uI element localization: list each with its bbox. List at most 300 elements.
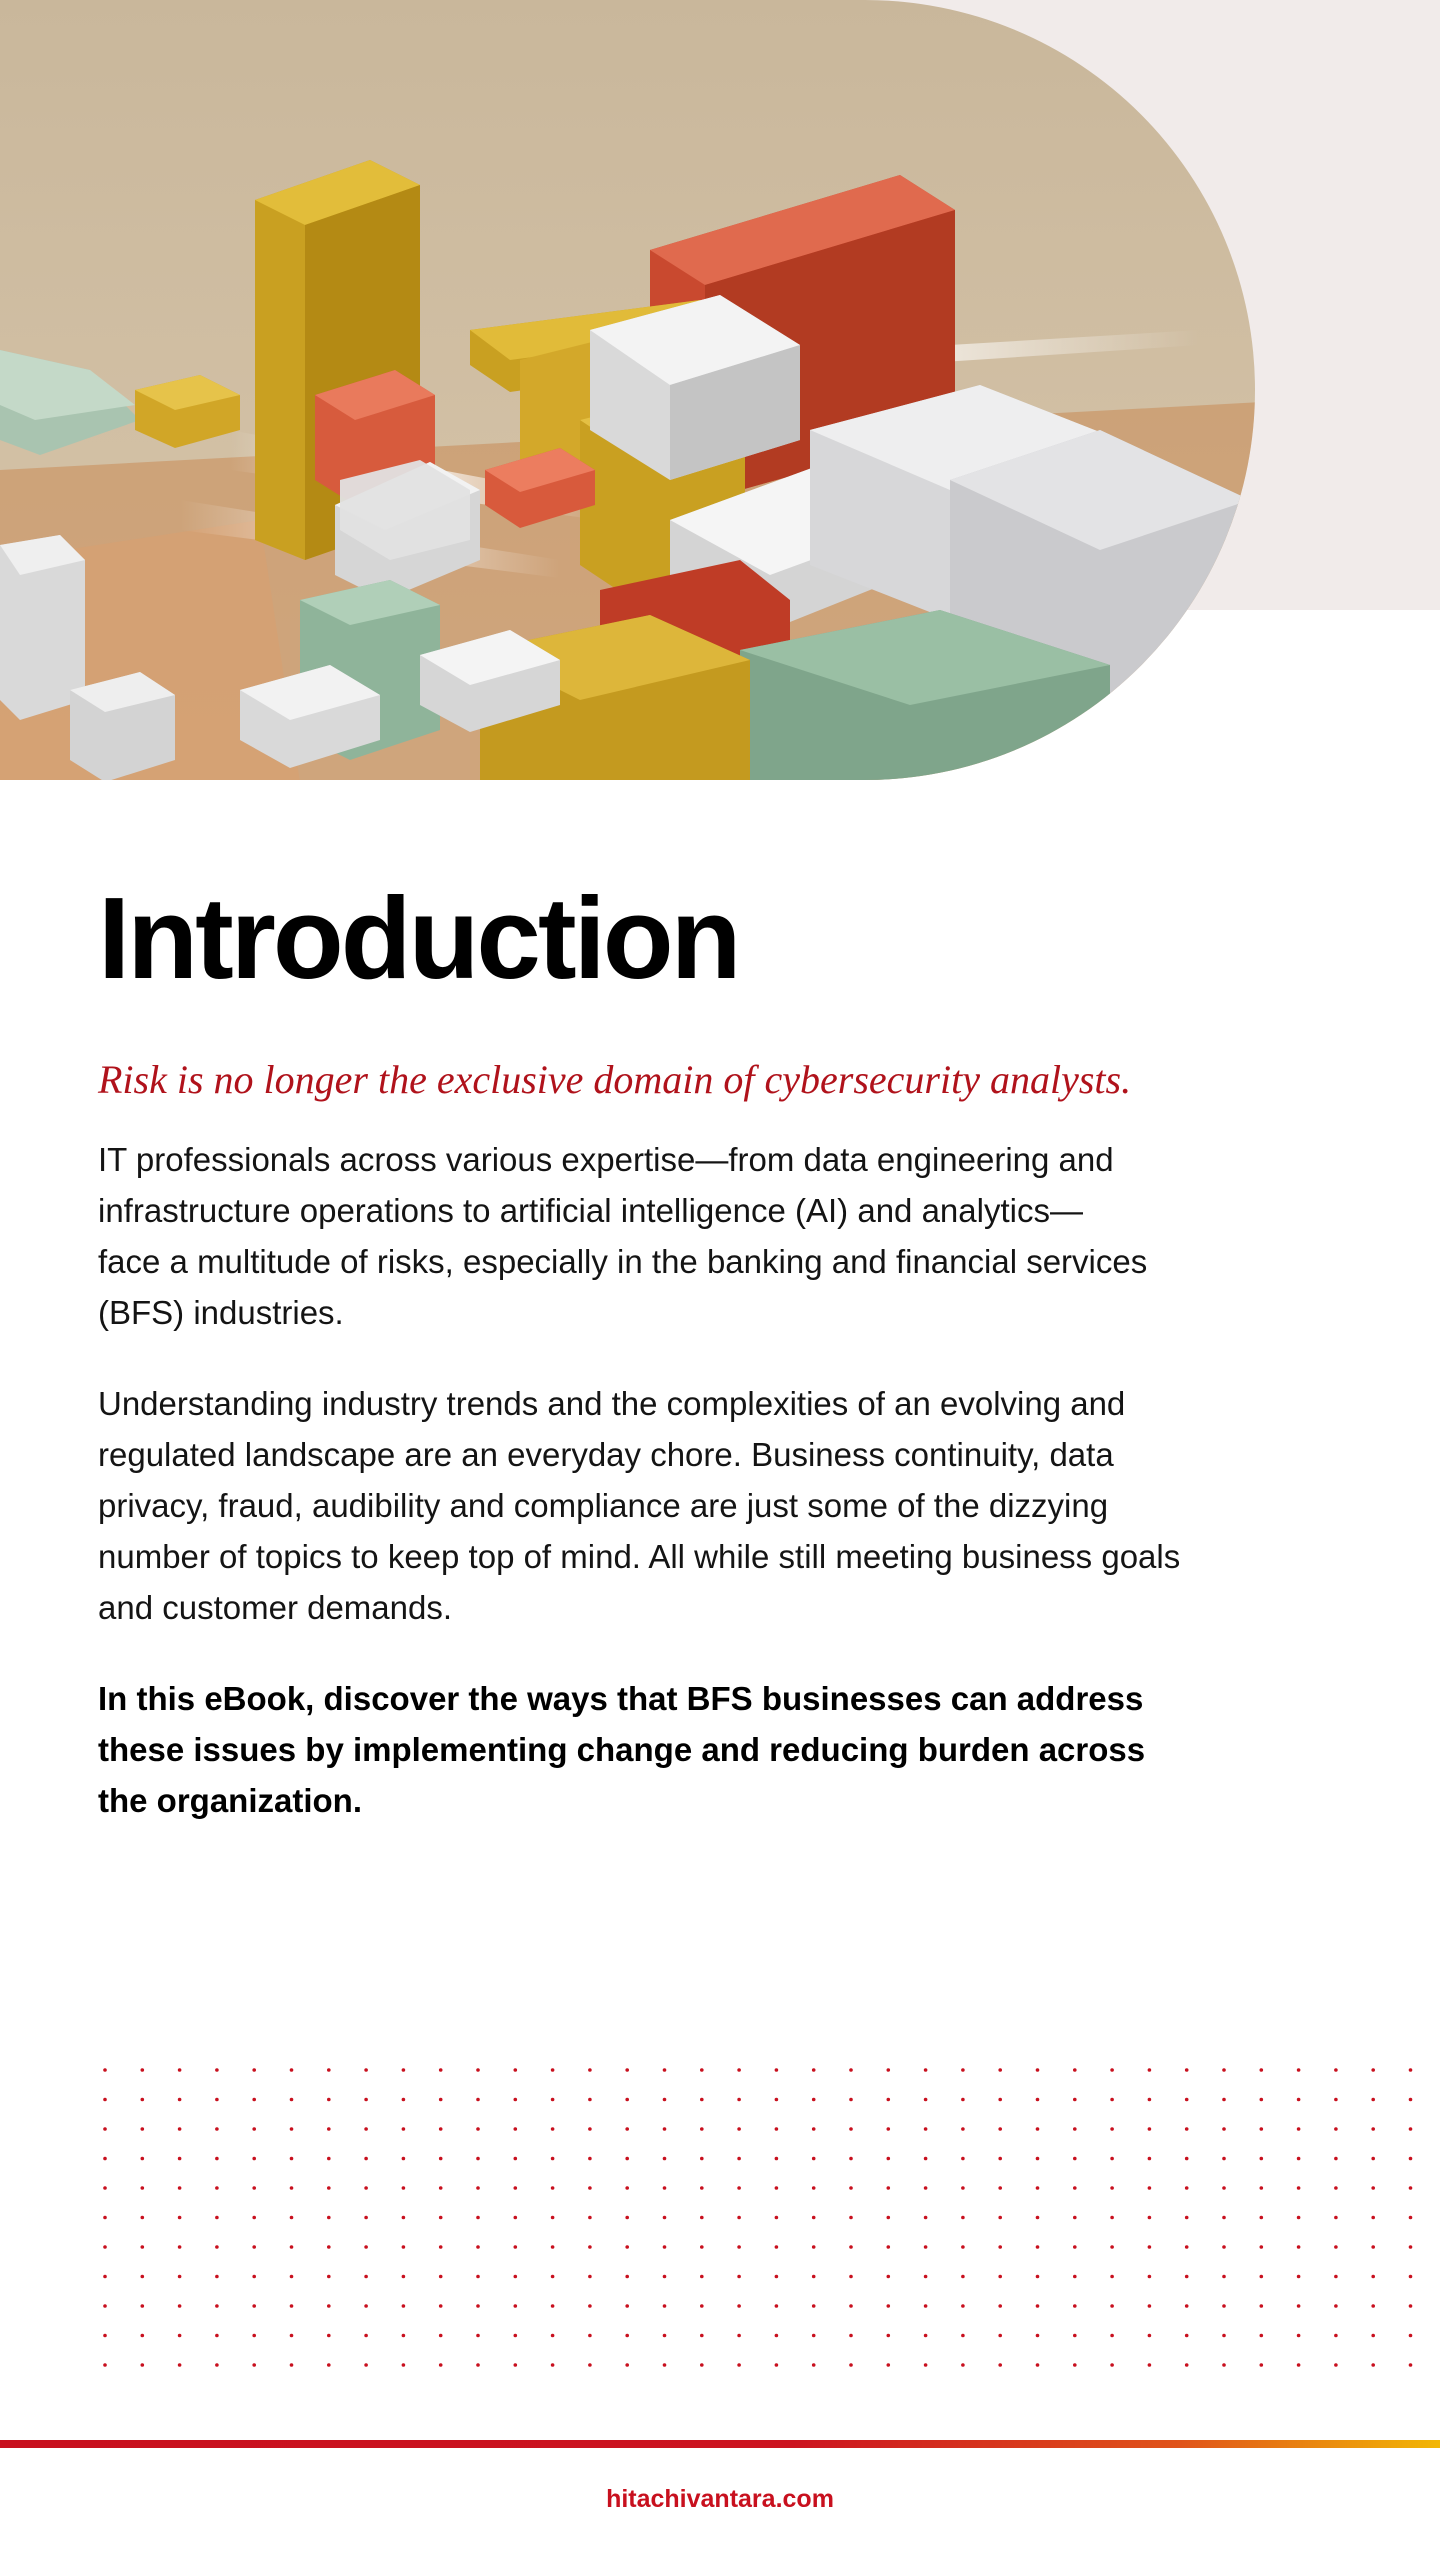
grid-dot (1110, 2363, 1114, 2367)
grid-dot (290, 2245, 294, 2249)
grid-dot (775, 2157, 779, 2161)
grid-dot (364, 2334, 368, 2338)
grid-dot (924, 2363, 928, 2367)
grid-dot (327, 2157, 331, 2161)
grid-dot (849, 2216, 853, 2220)
grid-dot (1334, 2304, 1338, 2308)
grid-dot (700, 2127, 704, 2131)
grid-dot (252, 2186, 256, 2190)
grid-dot (290, 2157, 294, 2161)
grid-dot (849, 2304, 853, 2308)
grid-dot (402, 2275, 406, 2279)
grid-dot (141, 2304, 145, 2308)
grid-dot (103, 2363, 107, 2367)
grid-dot (514, 2363, 518, 2367)
grid-dot (1110, 2245, 1114, 2249)
grid-dot (1371, 2275, 1375, 2279)
grid-dot (439, 2127, 443, 2131)
grid-dot (215, 2275, 219, 2279)
grid-dot (215, 2304, 219, 2308)
grid-dot (998, 2127, 1002, 2131)
grid-dot (439, 2068, 443, 2072)
grid-dot (1036, 2186, 1040, 2190)
grid-dot (551, 2157, 555, 2161)
grid-dot (1222, 2216, 1226, 2220)
grid-dot (700, 2068, 704, 2072)
grid-dot (1036, 2363, 1040, 2367)
grid-dot (178, 2098, 182, 2102)
grid-dot (700, 2186, 704, 2190)
grid-dot (141, 2186, 145, 2190)
paragraph-line: the organization. (98, 1782, 362, 1819)
grid-dot (700, 2157, 704, 2161)
grid-dot (663, 2304, 667, 2308)
grid-dot (1371, 2304, 1375, 2308)
grid-dot (737, 2157, 741, 2161)
grid-dot (551, 2098, 555, 2102)
grid-dot (663, 2363, 667, 2367)
grid-dot (1260, 2245, 1264, 2249)
grid-dot (961, 2275, 965, 2279)
grid-dot (327, 2275, 331, 2279)
grid-dot (476, 2157, 480, 2161)
grid-dot (327, 2127, 331, 2131)
grid-dot (812, 2275, 816, 2279)
grid-dot (1297, 2186, 1301, 2190)
grid-dot (141, 2245, 145, 2249)
grid-dot (625, 2068, 629, 2072)
grid-dot (439, 2275, 443, 2279)
grid-dot (700, 2098, 704, 2102)
grid-dot (775, 2363, 779, 2367)
grid-dot (887, 2157, 891, 2161)
grid-dot (1371, 2186, 1375, 2190)
grid-dot (737, 2068, 741, 2072)
grid-dot (849, 2127, 853, 2131)
grid-dot (1148, 2245, 1152, 2249)
grid-dot (439, 2304, 443, 2308)
grid-dot (178, 2334, 182, 2338)
grid-dot (1036, 2275, 1040, 2279)
grid-dot (551, 2275, 555, 2279)
grid-dot (812, 2127, 816, 2131)
grid-dot (1148, 2186, 1152, 2190)
grid-dot (812, 2245, 816, 2249)
grid-dot (327, 2186, 331, 2190)
grid-dot (961, 2334, 965, 2338)
grid-dot (402, 2363, 406, 2367)
grid-dot (625, 2334, 629, 2338)
grid-dot (290, 2127, 294, 2131)
grid-dot (215, 2186, 219, 2190)
grid-dot (1185, 2068, 1189, 2072)
grid-dot (663, 2127, 667, 2131)
grid-dot (1110, 2186, 1114, 2190)
grid-dot (1110, 2157, 1114, 2161)
grid-dot (1110, 2127, 1114, 2131)
grid-dot (924, 2186, 928, 2190)
grid-dot (961, 2068, 965, 2072)
grid-dot (1409, 2127, 1413, 2131)
grid-dot (588, 2245, 592, 2249)
grid-dot (1334, 2068, 1338, 2072)
grid-dot (215, 2363, 219, 2367)
grid-dot (1334, 2098, 1338, 2102)
grid-dot (961, 2098, 965, 2102)
grid-dot (1036, 2304, 1040, 2308)
grid-dot (141, 2127, 145, 2131)
grid-dot (551, 2334, 555, 2338)
grid-dot (1297, 2127, 1301, 2131)
grid-dot (1185, 2157, 1189, 2161)
hero-image (0, 0, 1440, 782)
website-link[interactable]: hitachivantara.com (606, 2485, 834, 2513)
grid-dot (103, 2068, 107, 2072)
grid-dot (887, 2304, 891, 2308)
intro-section (98, 873, 1298, 1826)
grid-dot (1222, 2186, 1226, 2190)
grid-dot (887, 2334, 891, 2338)
grid-dot (961, 2216, 965, 2220)
grid-dot (775, 2275, 779, 2279)
grid-dot (998, 2157, 1002, 2161)
grid-dot (961, 2157, 965, 2161)
grid-dot (402, 2334, 406, 2338)
grid-dot (327, 2216, 331, 2220)
grid-dot (252, 2363, 256, 2367)
grid-dot (178, 2363, 182, 2367)
grid-dot (924, 2245, 928, 2249)
grid-dot (103, 2275, 107, 2279)
grid-dot (1073, 2068, 1077, 2072)
grid-dot (625, 2304, 629, 2308)
intro-callout (98, 1673, 1258, 1826)
grid-dot (849, 2186, 853, 2190)
grid-dot (1222, 2127, 1226, 2131)
grid-dot (924, 2304, 928, 2308)
grid-dot (252, 2157, 256, 2161)
grid-dot (514, 2157, 518, 2161)
grid-dot (887, 2127, 891, 2131)
grid-dot (961, 2245, 965, 2249)
grid-dot (1036, 2334, 1040, 2338)
grid-dot (1409, 2216, 1413, 2220)
grid-dot (588, 2334, 592, 2338)
grid-dot (887, 2363, 891, 2367)
grid-dot (215, 2157, 219, 2161)
grid-dot (476, 2127, 480, 2131)
grid-dot (103, 2186, 107, 2190)
grid-dot (998, 2068, 1002, 2072)
grid-dot (625, 2275, 629, 2279)
grid-dot (1036, 2098, 1040, 2102)
grid-dot (924, 2157, 928, 2161)
grid-dot (887, 2216, 891, 2220)
grid-dot (1073, 2157, 1077, 2161)
grid-dot (1073, 2216, 1077, 2220)
grid-dot (924, 2216, 928, 2220)
grid-dot (551, 2245, 555, 2249)
grid-dot (998, 2334, 1002, 2338)
grid-dot (290, 2275, 294, 2279)
grid-dot (476, 2186, 480, 2190)
grid-dot (625, 2157, 629, 2161)
grid-dot (327, 2098, 331, 2102)
grid-dot (1148, 2127, 1152, 2131)
intro-paragraph-1 (98, 1134, 1258, 1338)
grid-dot (1185, 2334, 1189, 2338)
grid-dot (1409, 2334, 1413, 2338)
grid-dot (812, 2363, 816, 2367)
grid-dot (737, 2098, 741, 2102)
grid-dot (1073, 2245, 1077, 2249)
grid-dot (514, 2275, 518, 2279)
grid-dot (1297, 2304, 1301, 2308)
grid-dot (439, 2157, 443, 2161)
grid-dot (1148, 2334, 1152, 2338)
grid-dot (1260, 2098, 1264, 2102)
grid-dot (215, 2216, 219, 2220)
grid-dot (1073, 2098, 1077, 2102)
grid-dot (1260, 2186, 1264, 2190)
grid-dot (737, 2186, 741, 2190)
grid-dot (924, 2098, 928, 2102)
grid-dot (551, 2216, 555, 2220)
grid-dot (252, 2127, 256, 2131)
grid-dot (625, 2245, 629, 2249)
paragraph-line: privacy, fraud, audibility and compliance are just some of the dizzying (98, 1487, 1109, 1524)
grid-dot (588, 2157, 592, 2161)
grid-dot (327, 2363, 331, 2367)
paragraph-line: regulated landscape are an everyday chore. Business continuity, data (98, 1436, 1114, 1473)
grid-dot (1185, 2098, 1189, 2102)
grid-dot (588, 2304, 592, 2308)
grid-dot (1110, 2275, 1114, 2279)
grid-dot (1185, 2216, 1189, 2220)
grid-dot (775, 2068, 779, 2072)
grid-dot (849, 2334, 853, 2338)
paragraph-line: Understanding industry trends and the complexities of an evolving and (98, 1385, 1126, 1422)
grid-dot (961, 2363, 965, 2367)
grid-dot (775, 2098, 779, 2102)
grid-dot (439, 2245, 443, 2249)
grid-dot (1073, 2334, 1077, 2338)
grid-dot (327, 2245, 331, 2249)
grid-dot (402, 2068, 406, 2072)
grid-dot (364, 2216, 368, 2220)
grid-dot (1297, 2275, 1301, 2279)
grid-dot (663, 2098, 667, 2102)
grid-dot (1036, 2157, 1040, 2161)
grid-dot (141, 2157, 145, 2161)
grid-dot (737, 2216, 741, 2220)
grid-dot (1148, 2275, 1152, 2279)
grid-dot (514, 2186, 518, 2190)
grid-dot (551, 2363, 555, 2367)
grid-dot (1073, 2275, 1077, 2279)
grid-dot (514, 2127, 518, 2131)
grid-dot (476, 2216, 480, 2220)
grid-dot (775, 2304, 779, 2308)
grid-dot (1222, 2275, 1226, 2279)
grid-dot (625, 2216, 629, 2220)
grid-dot (1185, 2186, 1189, 2190)
grid-dot (141, 2068, 145, 2072)
grid-dot (252, 2216, 256, 2220)
paragraph-line: face a multitude of risks, especially in the banking and financial services (98, 1243, 1148, 1280)
grid-dot (1409, 2157, 1413, 2161)
grid-dot (737, 2275, 741, 2279)
intro-paragraph-2 (98, 1378, 1258, 1633)
grid-dot (663, 2216, 667, 2220)
grid-dot (178, 2186, 182, 2190)
grid-dot (439, 2216, 443, 2220)
grid-dot (1371, 2098, 1375, 2102)
grid-dot (439, 2334, 443, 2338)
grid-dot (1334, 2363, 1338, 2367)
grid-dot (588, 2127, 592, 2131)
grid-dot (252, 2068, 256, 2072)
grid-dot (775, 2216, 779, 2220)
grid-dot (514, 2334, 518, 2338)
grid-dot (103, 2157, 107, 2161)
grid-dot (178, 2068, 182, 2072)
grid-dot (1297, 2216, 1301, 2220)
grid-dot (141, 2216, 145, 2220)
grid-dot (588, 2363, 592, 2367)
grid-dot (514, 2245, 518, 2249)
grid-dot (1260, 2304, 1264, 2308)
grid-dot (327, 2334, 331, 2338)
grid-dot (476, 2275, 480, 2279)
grid-dot (103, 2334, 107, 2338)
grid-dot (775, 2334, 779, 2338)
grid-dot (252, 2304, 256, 2308)
grid-dot (103, 2098, 107, 2102)
grid-dot (588, 2275, 592, 2279)
grid-dot (141, 2098, 145, 2102)
grid-dot (364, 2363, 368, 2367)
grid-dot (476, 2245, 480, 2249)
abstract-blocks-illustration (0, 0, 1440, 782)
grid-dot (737, 2245, 741, 2249)
grid-dot (1409, 2068, 1413, 2072)
grid-dot (1297, 2245, 1301, 2249)
grid-dot (775, 2127, 779, 2131)
grid-dot (1297, 2157, 1301, 2161)
grid-dot (849, 2275, 853, 2279)
grid-dot (998, 2363, 1002, 2367)
grid-dot (402, 2216, 406, 2220)
grid-dot (1260, 2275, 1264, 2279)
grid-dot (1260, 2127, 1264, 2131)
grid-dot (290, 2216, 294, 2220)
grid-dot (1371, 2157, 1375, 2161)
grid-dot (849, 2098, 853, 2102)
grid-dot (1222, 2157, 1226, 2161)
grid-dot (1036, 2245, 1040, 2249)
grid-dot (998, 2245, 1002, 2249)
grid-dot (1073, 2186, 1077, 2190)
grid-dot (141, 2334, 145, 2338)
grid-dot (1222, 2245, 1226, 2249)
paragraph-line: In this eBook, discover the ways that BFS businesses can address (98, 1680, 1144, 1717)
grid-dot (1260, 2334, 1264, 2338)
grid-dot (364, 2157, 368, 2161)
grid-dot (1073, 2304, 1077, 2308)
grid-dot (998, 2275, 1002, 2279)
grid-dot (178, 2216, 182, 2220)
grid-dot (178, 2127, 182, 2131)
grid-dot (961, 2304, 965, 2308)
grid-dot (700, 2334, 704, 2338)
grid-dot (439, 2186, 443, 2190)
grid-dot (1110, 2304, 1114, 2308)
grid-dot (551, 2127, 555, 2131)
grid-dot (849, 2068, 853, 2072)
grid-dot (252, 2098, 256, 2102)
grid-dot (215, 2068, 219, 2072)
grid-dot (551, 2068, 555, 2072)
grid-dot (887, 2186, 891, 2190)
grid-dot (1409, 2098, 1413, 2102)
grid-dot (924, 2275, 928, 2279)
grid-dot (887, 2098, 891, 2102)
grid-dot (252, 2275, 256, 2279)
grid-dot (103, 2127, 107, 2131)
grid-dot (812, 2157, 816, 2161)
grid-dot (476, 2304, 480, 2308)
grid-dot (998, 2186, 1002, 2190)
grid-dot (1110, 2334, 1114, 2338)
grid-dot (1110, 2216, 1114, 2220)
grid-dot (588, 2068, 592, 2072)
grid-dot (887, 2275, 891, 2279)
grid-dot (1409, 2275, 1413, 2279)
grid-dot (737, 2334, 741, 2338)
grid-dot (551, 2304, 555, 2308)
grid-dot (1334, 2245, 1338, 2249)
grid-dot (1185, 2245, 1189, 2249)
grid-dot (1297, 2334, 1301, 2338)
grid-dot (476, 2068, 480, 2072)
grid-dot (961, 2186, 965, 2190)
grid-dot (1334, 2334, 1338, 2338)
grid-dot (141, 2363, 145, 2367)
grid-dot (1409, 2245, 1413, 2249)
grid-dot (141, 2275, 145, 2279)
grid-dot (402, 2127, 406, 2131)
grid-dot (1371, 2127, 1375, 2131)
grid-dot (1222, 2334, 1226, 2338)
grid-dot (476, 2334, 480, 2338)
footer-gradient-rule (0, 2440, 1440, 2448)
paragraph-line: infrastructure operations to artificial intelligence (AI) and analytics— (98, 1192, 1083, 1229)
grid-dot (1222, 2363, 1226, 2367)
grid-dot (103, 2304, 107, 2308)
grid-dot (663, 2157, 667, 2161)
grid-dot (1334, 2127, 1338, 2131)
grid-dot (1036, 2127, 1040, 2131)
grid-dot (1110, 2098, 1114, 2102)
grid-dot (364, 2127, 368, 2131)
grid-dot (924, 2068, 928, 2072)
grid-dot (215, 2127, 219, 2131)
grid-dot (1036, 2216, 1040, 2220)
grid-dot (514, 2216, 518, 2220)
grid-dot (1185, 2127, 1189, 2131)
paragraph-line: (BFS) industries. (98, 1294, 344, 1331)
